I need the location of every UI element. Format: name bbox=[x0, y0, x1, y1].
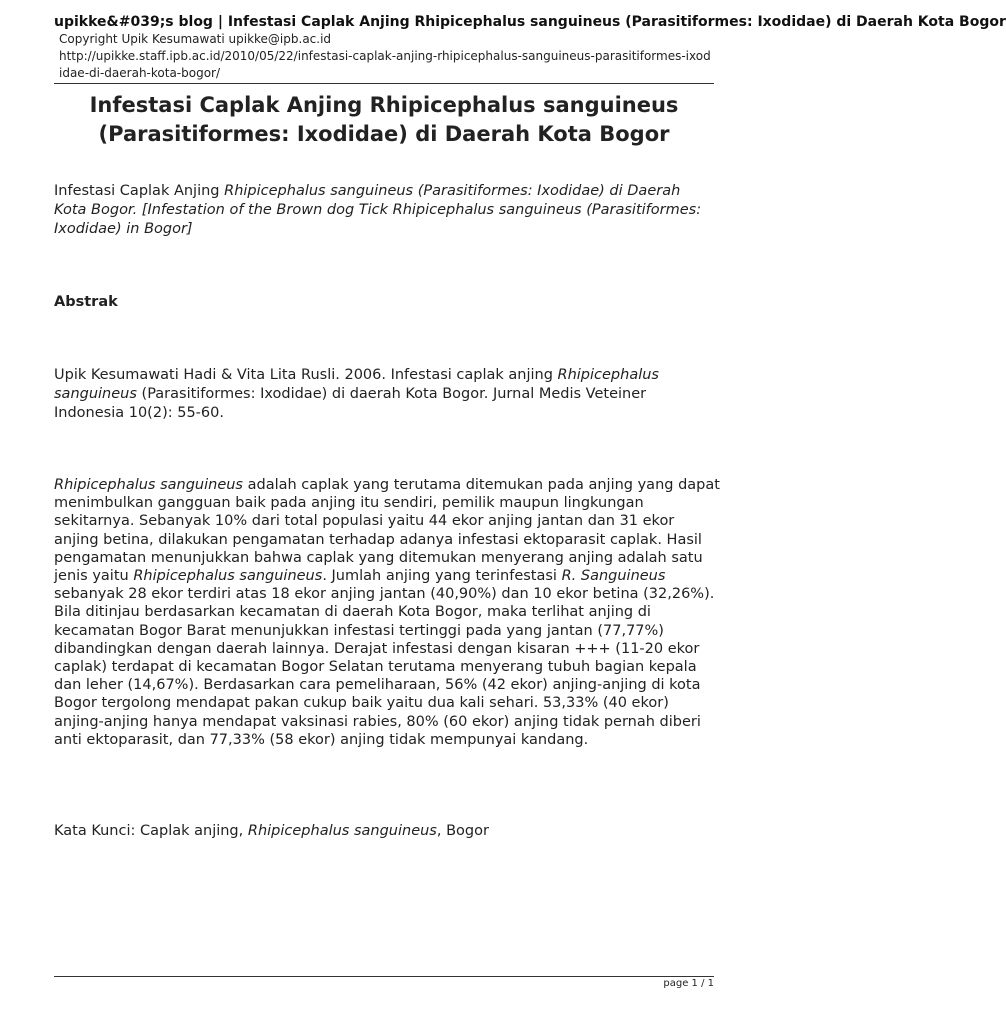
intro-italic: Rhipicephalus sanguineus (Parasitiformes: Ixodidae) di Daerah Kota Bogor. [Infestation of the Brown dog Tick Rhipicephalus sanguineus (Parasitiformes: Ixodidae) in Bogor] bbox=[54, 183, 702, 237]
body-part-2: . Jumlah anjing yang terinfestasi bbox=[322, 568, 562, 585]
body-species-2: Rhipicephalus sanguineus bbox=[133, 568, 323, 585]
source-url[interactable]: http://upikke.staff.ipb.ac.id/2010/05/22/infestasi-caplak-anjing-rhipicephalus-sanguineus-parasitiformes-ixodidae-di-daerah-kota-bogor/ bbox=[59, 49, 711, 80]
body-part-1: adalah caplak yang terutama ditemukan pada anjing yang dapat menimbulkan gangguan baik pada anjing itu sendiri, pemilik maupun lingkungan sekitarnya. Sebanyak 10% dari total populasi yaitu 44 ekor anjing jantan dan 31 ekor anjing betina, dilakukan pengamatan terhadap adanya infestasi ektoparasit caplak. Hasil pengamatan menunjukkan bahwa caplak yang ditemukan menyerang anjing adalah satu jenis yaitu bbox=[54, 477, 720, 585]
body-species-3: R. Sanguineus bbox=[561, 568, 666, 585]
abstract-body bbox=[54, 476, 722, 749]
copyright-line: Copyright Upik Kesumawati upikke@ipb.ac.id bbox=[59, 32, 332, 46]
article-title bbox=[54, 91, 714, 149]
article-title-line-2: (Parasitiformes: Ixodidae) di Daerah Kota Bogor bbox=[98, 122, 670, 146]
page-number: page 1 / 1 bbox=[663, 978, 714, 989]
article-title-line-1: Infestasi Caplak Anjing Rhipicephalus sanguineus bbox=[89, 93, 679, 117]
citation-part-1: Upik Kesumawati Hadi & Vita Lita Rusli. 2006. Infestasi caplak anjing bbox=[54, 367, 558, 383]
intro-paragraph bbox=[54, 182, 714, 239]
abstract-heading: Abstrak bbox=[54, 294, 118, 310]
citation-species: Rhipicephalus sanguineus bbox=[54, 367, 659, 402]
intro-plain: Infestasi Caplak Anjing bbox=[54, 183, 225, 199]
keywords-line bbox=[54, 822, 714, 841]
blog-header-title: upikke&#039;s blog | Infestasi Caplak Anjing Rhipicephalus sanguineus (Parasitiformes: Ixodidae) di Daerah Kota Bogor bbox=[54, 14, 1006, 30]
footer-divider bbox=[54, 976, 714, 977]
body-part-3: sebanyak 28 ekor terdiri atas 18 ekor anjing jantan (40,90%) dan 10 ekor betina (32,26%). Bila ditinjau berdasarkan kecamatan di daerah Kota Bogor, maka terlihat anjing di kecamatan Bogor Barat menunjukkan infestasi tertinggi pada yang jantan (77,77%) dibandingkan dengan daerah lainnya. Derajat infestasi dengan kisaran +++ (11-20 ekor caplak) terdapat di kecamatan Bogor Selatan terutama menyerang tubuh bagian kepala dan leher (14,67%). Berdasarkan cara pemeliharaan, 56% (42 ekor) anjing-anjing di kota Bogor tergolong mendapat pakan cukup baik yaitu dua kali sehari. 53,33% (40 ekor) anjing-anjing hanya mendapat vaksinasi rabies, 80% (60 ekor) anjing tidak pernah diberi anti ektoparasit, dan 77,33% (58 ekor) anjing tidak mempunyai kandang. bbox=[54, 586, 715, 748]
citation-part-2: (Parasitiformes: Ixodidae) di daerah Kota Bogor. Jurnal Medis Veteiner Indonesia 10(2): 55-60. bbox=[54, 386, 647, 421]
citation-paragraph bbox=[54, 366, 714, 423]
body-species-1: Rhipicephalus sanguineus bbox=[54, 477, 243, 493]
keywords-plain-2: , Bogor bbox=[436, 823, 489, 839]
keywords-italic: Rhipicephalus sanguineus bbox=[247, 823, 437, 839]
keywords-plain-1: Kata Kunci: Caplak anjing, bbox=[54, 823, 248, 839]
header-divider bbox=[54, 83, 714, 84]
